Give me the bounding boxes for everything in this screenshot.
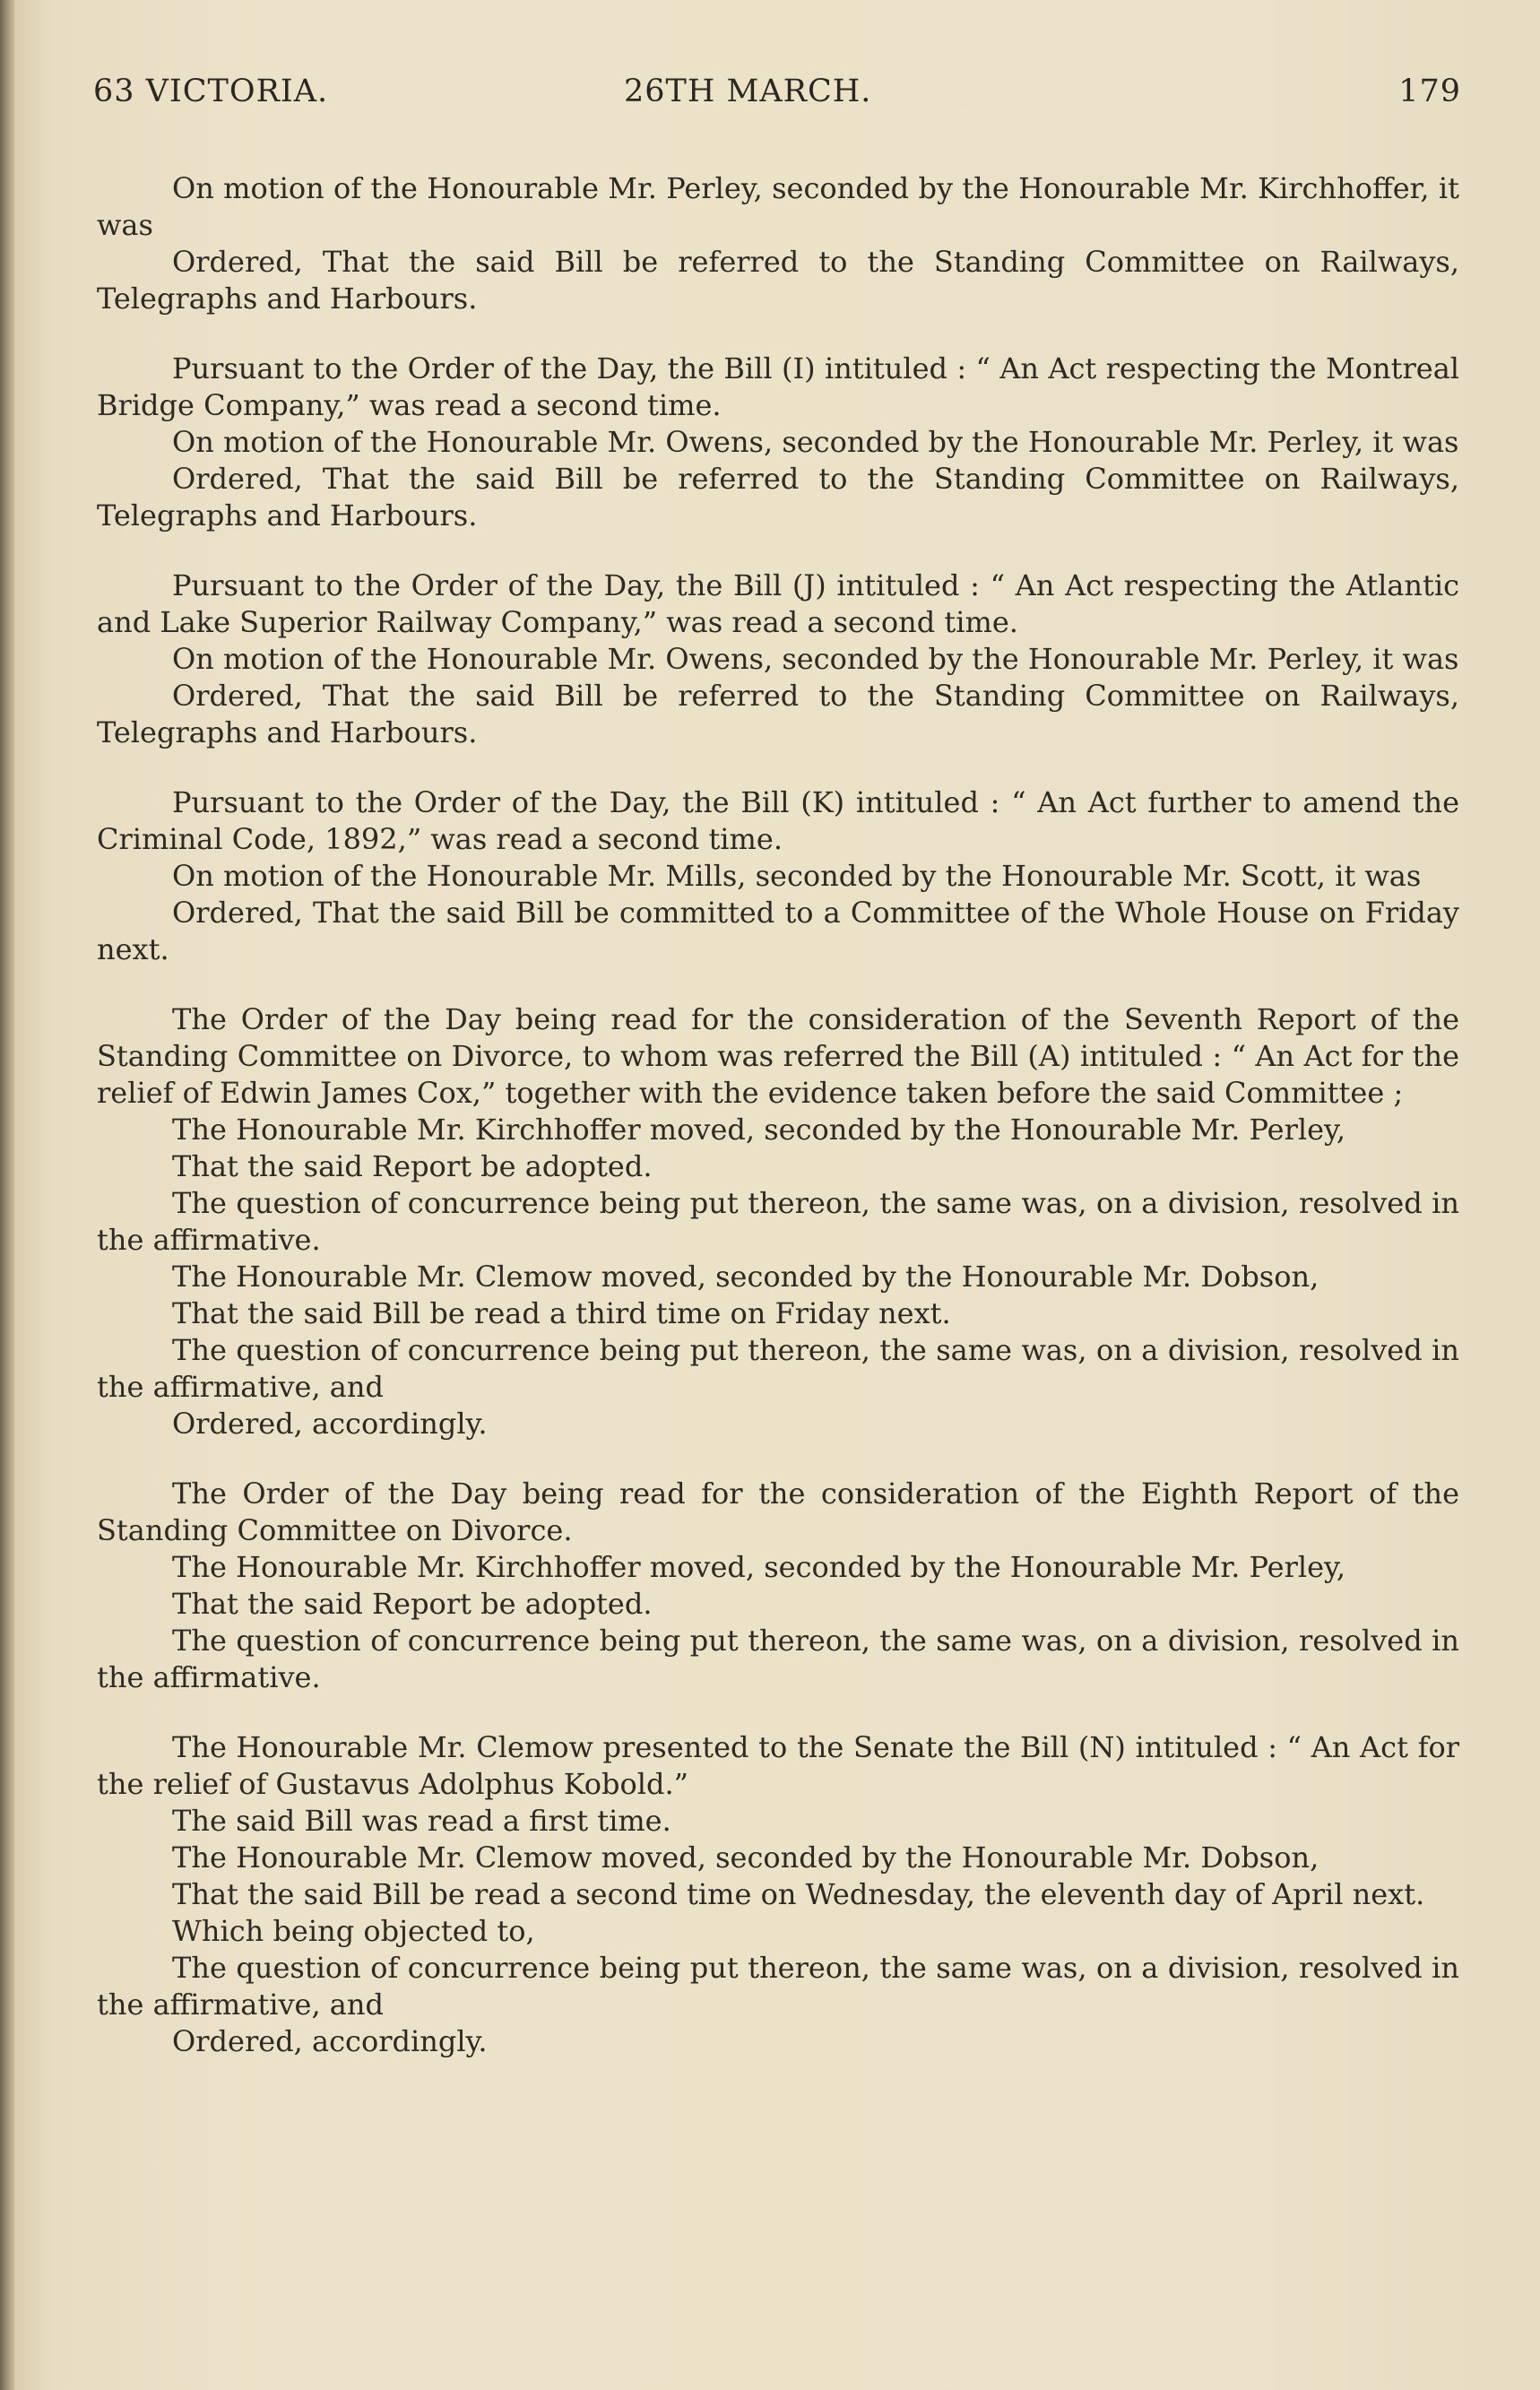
block-separator [97,1442,1459,1476]
paragraph: The question of concurrence being put thereon, the same was, on a division, resolved in the affirmative, and [97,1333,1459,1404]
header-date: 26TH MARCH. [624,74,872,109]
paragraph: Ordered, accordingly. [172,1407,488,1441]
paragraph: The question of concurrence being put thereon, the same was, on a division, resolved in the affirmative, and [97,1951,1459,2022]
paragraph: Ordered, That the said Bill be referred to the Standing Committee on Railways, Telegraphs and Harbours. [97,245,1459,316]
paragraph: The Honourable Mr. Clemow moved, seconded by the Honourable Mr. Dobson, [172,1260,1319,1294]
paragraph: Pursuant to the Order of the Day, the Bill (J) intituled : “ An Act respecting the Atlantic and Lake Superior Railway Company,” was read a second time. [97,568,1459,639]
paragraph: The Order of the Day being read for the consideration of the Seventh Report of the Standing Committee on Divorce, to whom was referred the Bill (A) intituled : “ An Act for the relief of Edwin James Cox,” together with the evidence taken before the said Committee ; [97,1002,1459,1110]
paragraph: The question of concurrence being put thereon, the same was, on a division, resolved in the affirmative. [97,1624,1459,1694]
paragraph: The Honourable Mr. Clemow presented to the Senate the Bill (N) intituled : “ An Act for the relief of Gustavus Adolphus Kobold.” [97,1730,1459,1801]
paragraph: On motion of the Honourable Mr. Mills, seconded by the Honourable Mr. Scott, it was [172,859,1422,893]
paragraph: The Honourable Mr. Kirchhoffer moved, seconded by the Honourable Mr. Perley, [172,1550,1346,1584]
paragraph: That the said Report be adopted. [172,1587,653,1621]
paragraph: Ordered, accordingly. [172,2024,488,2058]
journal-body [97,170,1459,2060]
paragraph: On motion of the Honourable Mr. Owens, seconded by the Honourable Mr. Perley, it was [172,642,1459,676]
page-number: 179 [1398,74,1461,109]
paragraph: On motion of the Honourable Mr. Owens, seconded by the Honourable Mr. Perley, it was [172,425,1459,459]
paragraph: The Order of the Day being read for the consideration of the Eighth Report of the Standing Committee on Divorce. [97,1476,1459,1547]
paragraph: Ordered, That the said Bill be committed to a Committee of the Whole House on Friday next. [97,896,1459,966]
paragraph: That the said Report be adopted. [172,1149,653,1183]
block-separator [97,751,1459,784]
running-header [93,74,1461,118]
block-separator [97,1696,1459,1729]
paragraph: Pursuant to the Order of the Day, the Bill (I) intituled : “ An Act respecting the Montreal Bridge Company,” was read a second time. [97,351,1459,422]
paragraph: The Honourable Mr. Clemow moved, seconded by the Honourable Mr. Dobson, [172,1840,1319,1875]
binding-gutter [0,0,14,2390]
paragraph: That the said Bill be read a third time on Friday next. [172,1296,951,1330]
paragraph: Ordered, That the said Bill be referred to the Standing Committee on Railways, Telegraphs and Harbours. [97,679,1459,749]
paragraph: That the said Bill be read a second time on Wednesday, the eleventh day of April next. [172,1877,1425,1911]
block-separator [97,317,1459,351]
paragraph: Pursuant to the Order of the Day, the Bill (K) intituled : “ An Act further to amend the Criminal Code, 1892,” was read a second time. [97,785,1459,856]
block-separator [97,968,1459,1001]
paragraph: Ordered, That the said Bill be referred to the Standing Committee on Railways, Telegraphs and Harbours. [97,462,1459,533]
paragraph: The said Bill was read a first time. [172,1804,671,1838]
paragraph: The question of concurrence being put thereon, the same was, on a division, resolved in the affirmative. [97,1186,1459,1257]
paragraph: The Honourable Mr. Kirchhoffer moved, seconded by the Honourable Mr. Perley, [172,1113,1346,1147]
header-regnal-year: 63 VICTORIA. [93,74,329,109]
paragraph: On motion of the Honourable Mr. Perley, seconded by the Honourable Mr. Kirchhoffer, it was [97,171,1459,242]
paragraph: Which being objected to, [172,1914,535,1948]
block-separator [97,534,1459,567]
